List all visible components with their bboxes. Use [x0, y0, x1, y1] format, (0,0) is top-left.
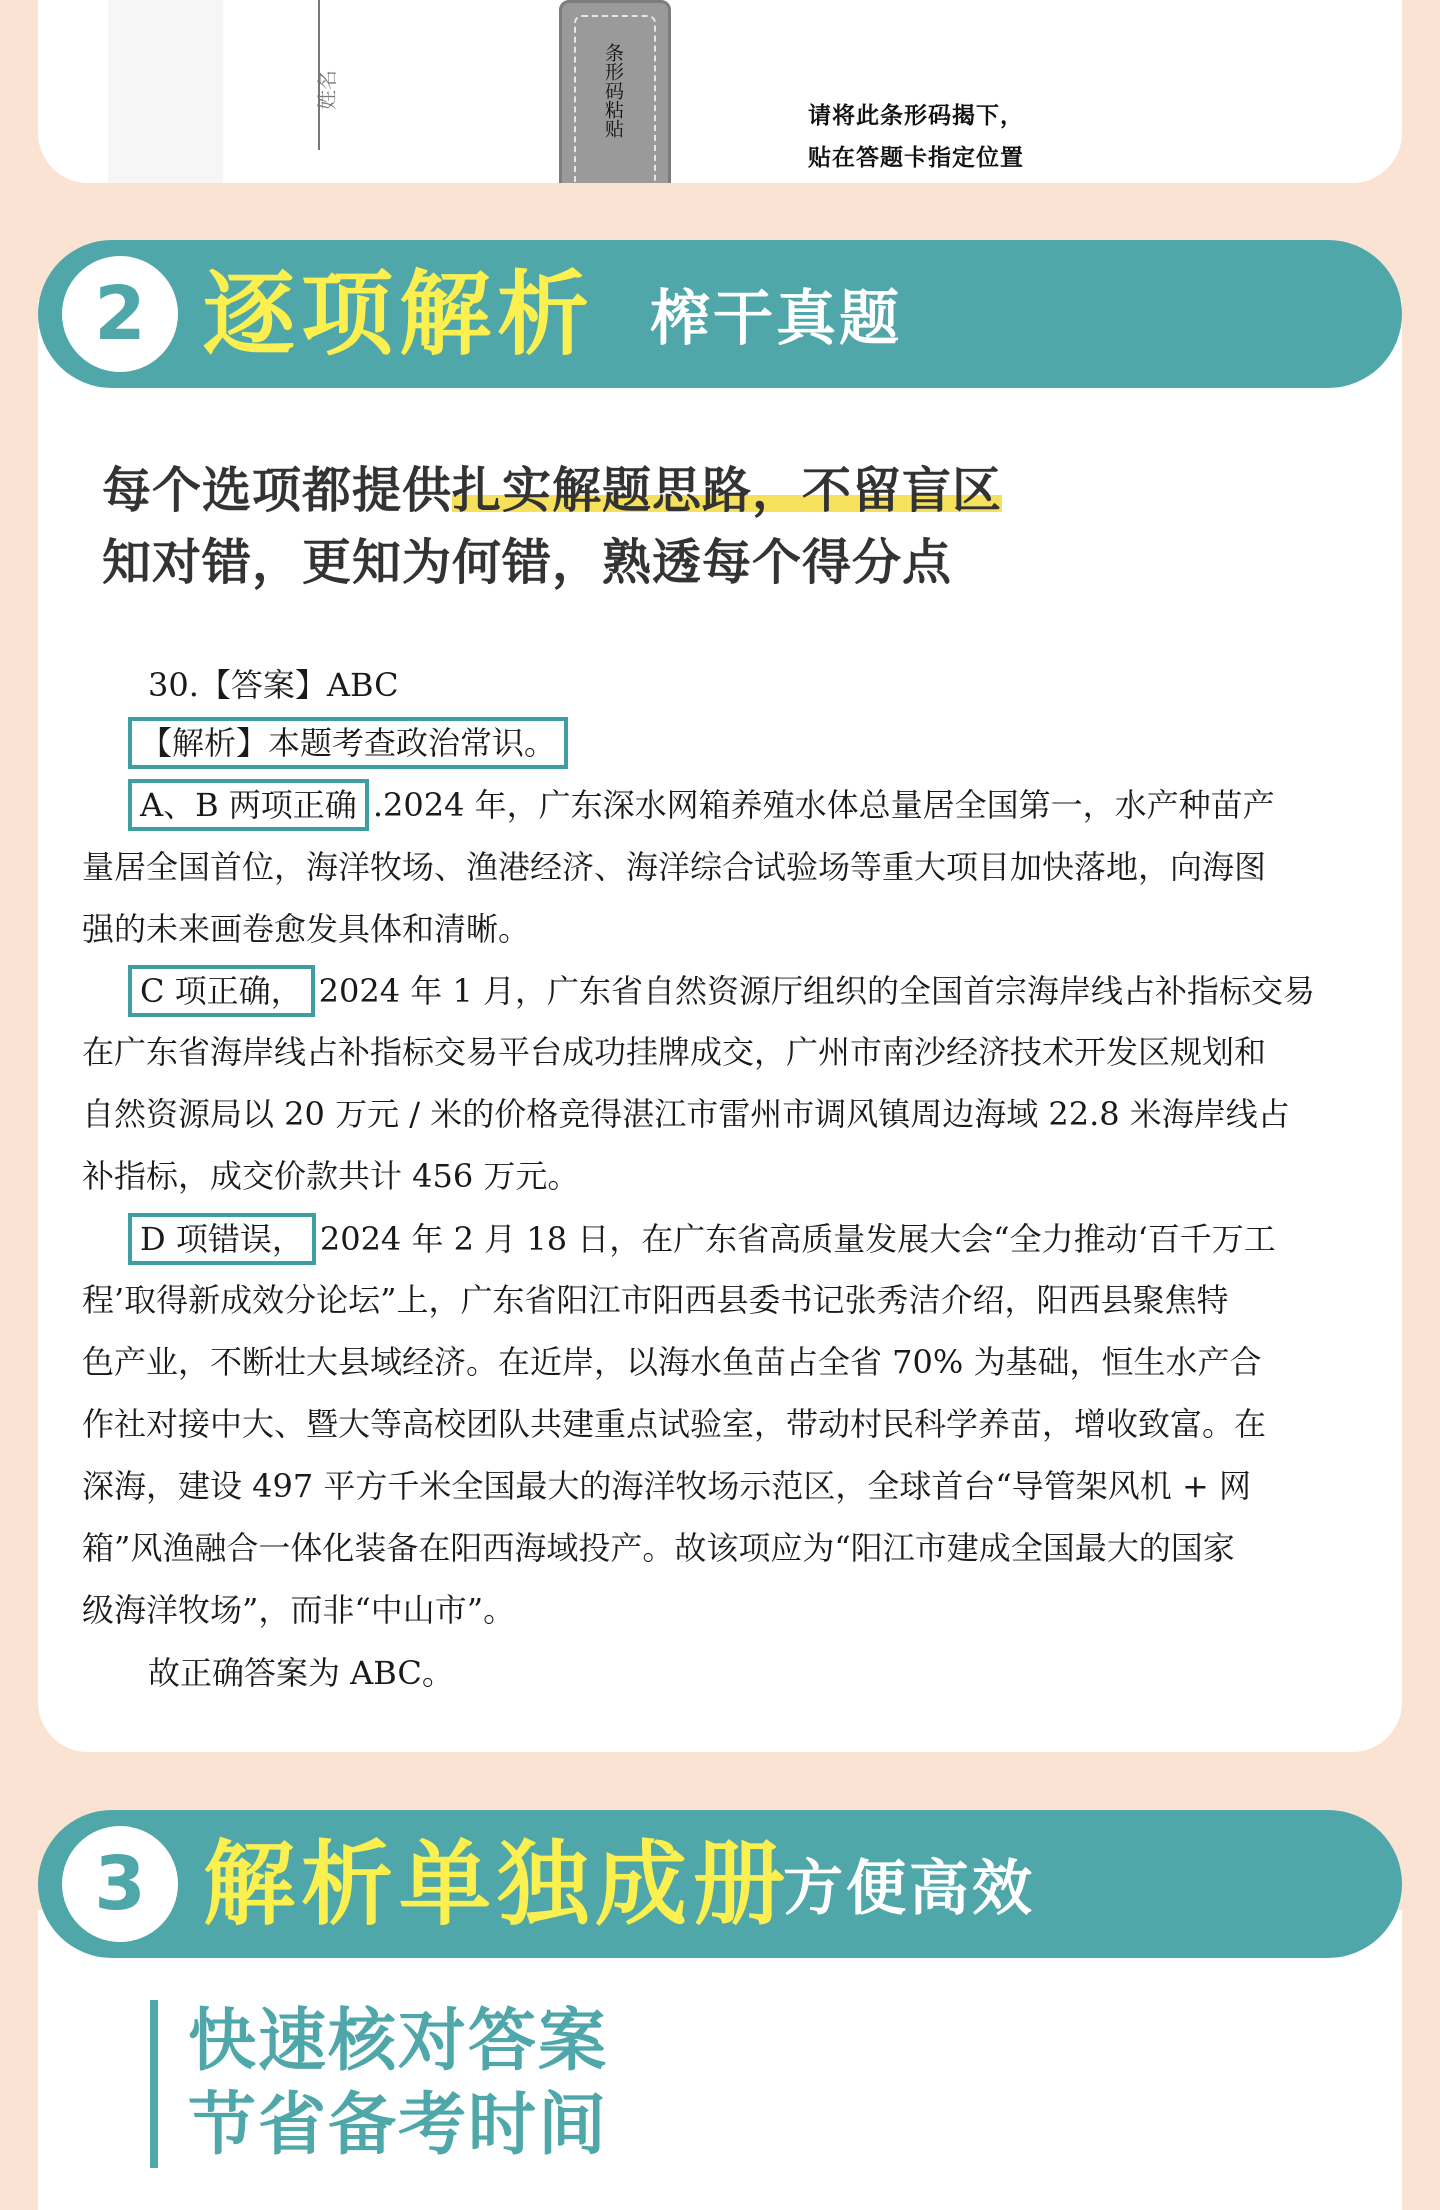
doc-line: 色产业，不断壮大县域经济。在近岸，以海水鱼苗占全省 70% 为基础，恒生水产合: [82, 1343, 1262, 1381]
barcode-area: [559, 0, 671, 183]
doc-line: 量居全国首位，海洋牧场、渔港经济、海洋综合试验场等重大项目加快落地，向海图: [82, 848, 1267, 886]
section-title: 逐项解析: [203, 261, 596, 368]
section-subtitle: 方便高效: [783, 1854, 1035, 1924]
doc-line: 程’取得新成效分论坛”上，广东省阳江市阳西县委书记张秀洁介绍，阳西县聚焦特: [82, 1281, 1229, 1319]
doc-line: 级海洋牧场”，而非“中山市”。: [82, 1591, 516, 1629]
intro-line1: [102, 455, 1002, 527]
option-c-text: 2024 年 1 月，广东省自然资源厅组织的全国首宗海岸线占补指标交易: [318, 972, 1315, 1010]
section2-intro: [102, 455, 1002, 599]
analysis-line: [128, 717, 572, 767]
peel-note-line2: 贴在答题卡指定位置: [808, 145, 1024, 171]
doc-line: 在广东省海岸线占补指标交易平台成功挂牌成交，广州市南沙经济技术开发区规划和: [82, 1033, 1267, 1071]
intro-highlight: 扎实解题思路，不留盲区: [452, 462, 1003, 519]
intro-line1-text: 每个选项都提供: [102, 462, 453, 519]
section2-header: [38, 240, 1402, 388]
option-d-line: [128, 1213, 1276, 1263]
doc-line: 补指标，成交价款共计 456 万元。: [82, 1157, 580, 1195]
name-label: 姓名: [315, 70, 339, 110]
point-check-answers: 快速核对答案: [188, 2002, 609, 2081]
option-ab-label: A、B 两项正确: [128, 779, 369, 831]
section-number-badge: 2: [62, 256, 178, 372]
answer-line: 30.【答案】ABC: [148, 666, 399, 704]
answer-sheet-card: [38, 0, 1402, 183]
doc-line: 箱”风渔融合一体化装备在阳西海域投产。故该项应为“阳江市建成全国最大的国家: [82, 1529, 1235, 1567]
section-subtitle: 榨干真题: [650, 284, 902, 354]
option-ab-line: [128, 779, 1275, 829]
intro-line2: 知对错，更知为何错，熟透每个得分点: [102, 534, 953, 591]
option-ab-text: .2024 年，广东深水网箱养殖水体总量居全国第一，水产种苗产: [372, 786, 1275, 824]
doc-line: 自然资源局以 20 万元 / 米的价格竞得湛江市雷州市调风镇周边海域 22.8 米海岸线占: [82, 1095, 1290, 1133]
section3-points: [150, 2000, 608, 2168]
option-d-text: 2024 年 2 月 18 日，在广东省高质量发展大会“全力推动‘百千万工: [319, 1220, 1276, 1258]
point-save-time: 节省备考时间: [188, 2086, 609, 2165]
barcode-label: 条形码粘贴: [602, 43, 624, 138]
option-c-line: [128, 965, 1315, 1015]
peel-note: [808, 95, 1024, 179]
option-d-label: D 项错误，: [128, 1213, 316, 1265]
answer-sheet-image: [223, 0, 1373, 183]
analysis-label-box: 【解析】本题考查政治常识。: [128, 717, 568, 769]
doc-line: 深海，建设 497 平方千米全国最大的海洋牧场示范区，全球首台“导管架风机 + 网: [82, 1467, 1251, 1505]
conclusion-line: 故正确答案为 ABC。: [148, 1654, 454, 1692]
section-title: 解析单独成册: [203, 1831, 792, 1938]
section3-header: [38, 1810, 1402, 1958]
peel-note-line1: 请将此条形码揭下，: [808, 103, 1024, 129]
doc-line: 强的未来画卷愈发具体和清晰。: [82, 910, 531, 948]
section-number-badge: 3: [62, 1826, 178, 1942]
doc-line: 作社对接中大、暨大等高校团队共建重点试验室，带动村民科学养苗，增收致富。在: [82, 1405, 1267, 1443]
option-c-label: C 项正确，: [128, 965, 315, 1017]
